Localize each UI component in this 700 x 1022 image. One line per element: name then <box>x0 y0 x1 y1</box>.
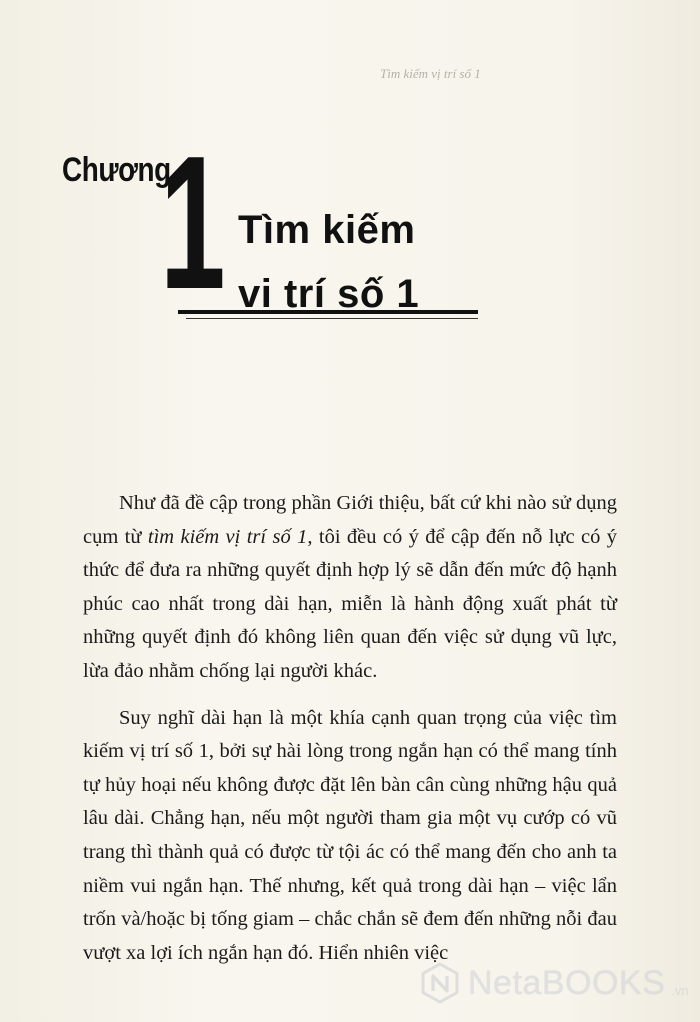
title-rule-thin <box>186 318 478 319</box>
watermark-suffix: .vn <box>671 983 689 998</box>
chapter-title-line1: Tìm kiếm <box>238 208 416 252</box>
watermark <box>418 958 689 1008</box>
running-head: Tìm kiếm vị trí số 1 <box>380 66 481 81</box>
chapter-label: Chương <box>62 151 171 189</box>
watermark-brand: NetaBOOKS <box>468 963 666 1002</box>
paragraph-1-italic-term: tìm kiếm vị trí số 1 <box>147 525 308 548</box>
chapter-title-line2: vị trí số 1 <box>238 272 420 316</box>
body-text <box>83 487 617 970</box>
paragraph-1-text-b: , tôi đều có ý để cập đến nỗ lực có ý thức để đưa ra những quyết định hợp lý sẽ dẫn đến mức độ hạnh phúc cao nhất trong dài hạn, miễn là hành động xuất phát từ những quyết định đó không liên quan đến việc sử dụng vũ lực, lừa đảo nhằm chống lại người khác. <box>83 525 617 682</box>
paragraph-2 <box>83 702 617 971</box>
paragraph-1 <box>83 487 617 689</box>
paragraph-1-text-a: Như đã đề cập trong phần Giới thiệu, bất cứ khi nào sử dụng cụm từ <box>83 492 617 548</box>
title-rule <box>178 310 478 314</box>
paragraph-2-text: Suy nghĩ dài hạn là một khía cạnh quan trọng của việc tìm kiếm vị trí số 1, bởi sự hài lòng trong ngắn hạn có thể mang tính tự hủy hoại nếu không được đặt lên bàn cân cùng những hậu quả lâu dài. Chẳng hạn, nếu một người tham gia một vụ cướp có vũ trang thì thành quả có được từ tội ác có thể mang đến cho anh ta niềm vui ngắn hạn. Thế nhưng, kết quả trong dài hạn – việc lẩn trốn và/hoặc bị tống giam – chắc chắn sẽ đem đến những nỗi đau vượt xa lợi ích ngắn hạn đó. Hiển nhiên việc <box>83 706 617 964</box>
chapter-title <box>238 198 419 326</box>
netabooks-logo-icon <box>418 961 462 1005</box>
chapter-number: 1 <box>160 117 226 329</box>
